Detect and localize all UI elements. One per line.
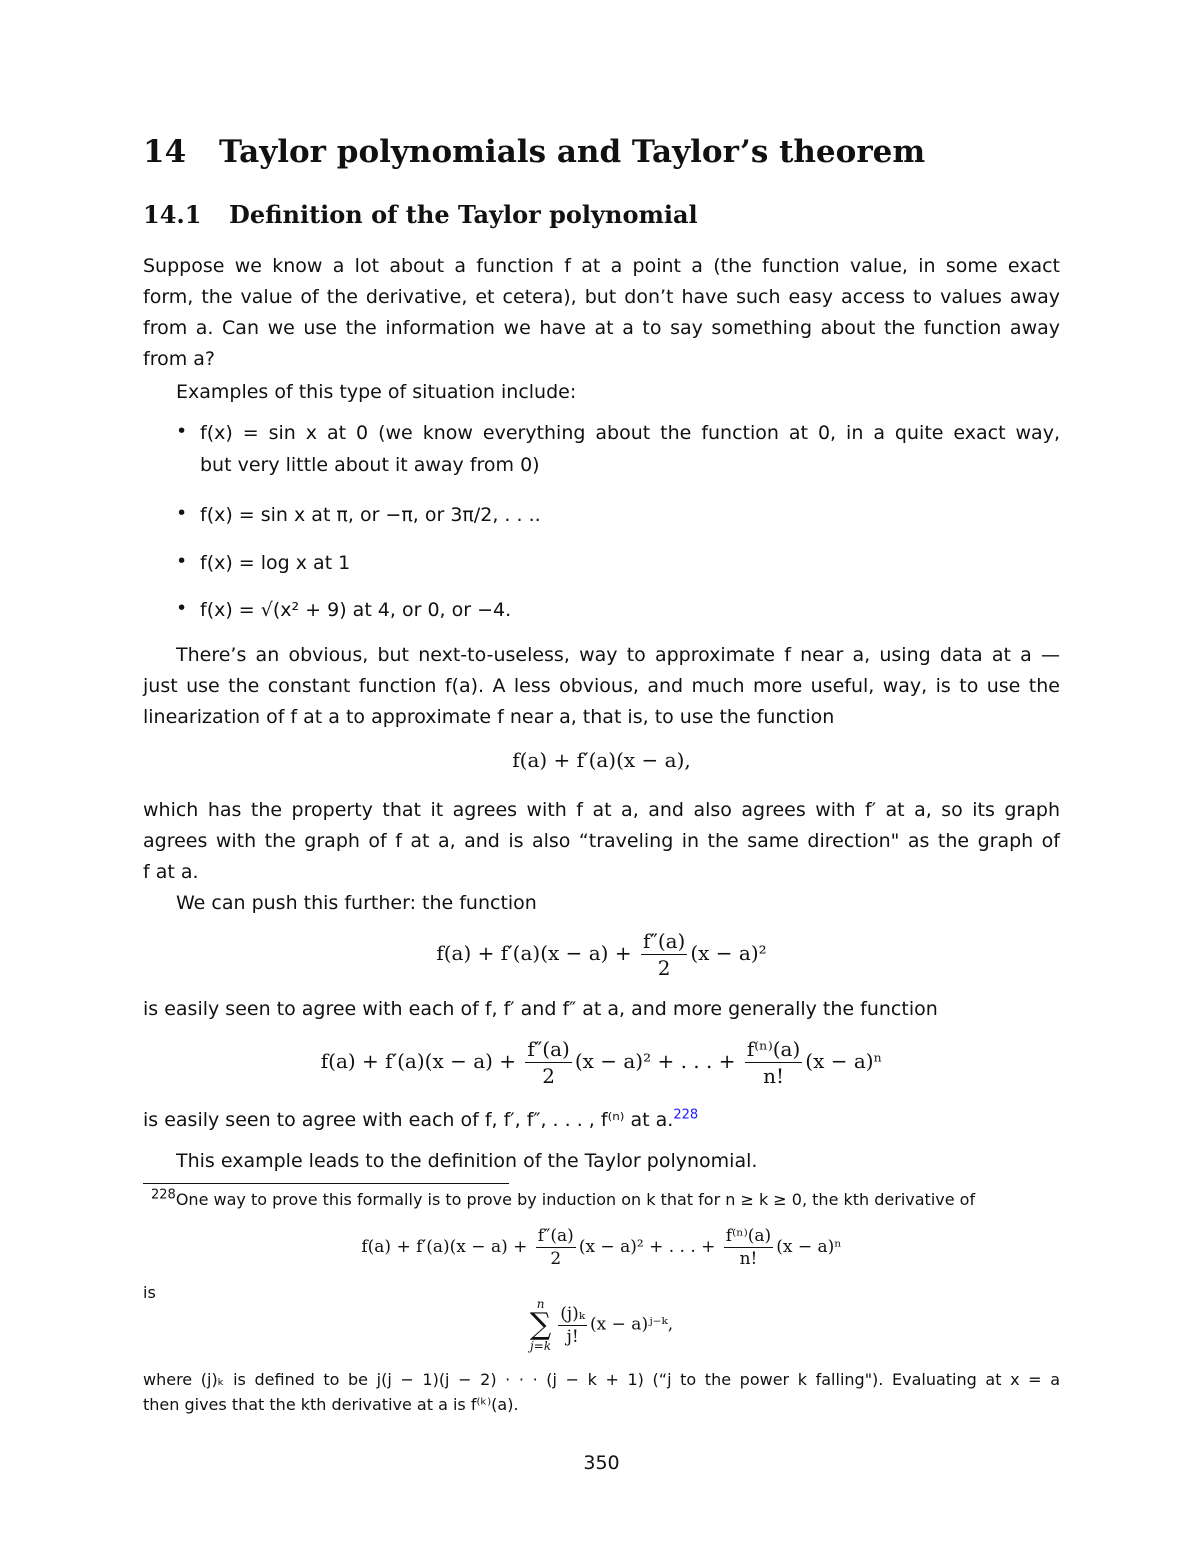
fn-sum-tail: (x − a)ʲ⁻ᵏ,: [590, 1314, 674, 1335]
fraction-numerator: f″(a): [642, 929, 686, 953]
subsection-heading: [143, 200, 698, 229]
property-line-2: agrees with the graph of f at a, and is also “traveling in the same direction" as the graph of: [143, 830, 1060, 852]
footnote-line-1: [151, 1187, 975, 1213]
agree-general-text: is easily seen to agree with each of f, f′, f″, . . . , f⁽ⁿ⁾ at a.: [143, 1109, 674, 1131]
intro-line-3: from a. Can we use the information we have at a to say something about the function away: [143, 317, 1060, 339]
fn-eq-mid: (x − a)² + . . . +: [578, 1237, 716, 1257]
fraction: [745, 1036, 802, 1089]
equation-quadratic: [143, 928, 1060, 981]
eq-general-tail: (x − a)ⁿ: [805, 1049, 883, 1073]
section-number: 14: [143, 134, 187, 170]
agree-quadratic: is easily seen to agree with each of f, f′ and f″ at a, and more generally the function: [143, 998, 938, 1020]
footnote-line-3: then gives that the kth derivative at a is f⁽ᵏ⁾(a).: [143, 1395, 519, 1414]
fraction-denominator: n!: [763, 1064, 785, 1088]
fraction-numerator: f⁽ⁿ⁾(a): [746, 1037, 801, 1061]
fraction-denominator: 2: [550, 1249, 562, 1269]
footnote-sum: [143, 1297, 1060, 1353]
fraction-numerator: (j)ₖ: [560, 1303, 586, 1324]
fraction-denominator: 2: [657, 956, 671, 980]
linear-line-1: There’s an obvious, but next-to-useless, way to approximate f near a, using data at a —: [176, 644, 1060, 666]
equation-linearization: f(a) + f′(a)(x − a),: [512, 748, 691, 772]
document-page: [143, 0, 1060, 1553]
fraction-numerator: f″(a): [527, 1037, 570, 1061]
fraction: [536, 1225, 576, 1270]
bullet-dot: •: [176, 502, 188, 524]
linear-line-2: just use the constant function f(a). A less obvious, and much more useful, way, is to use the: [143, 675, 1060, 697]
intro-line-4: from a?: [143, 348, 215, 370]
leads-to: This example leads to the definition of the Taylor polynomial.: [176, 1150, 758, 1172]
bullet-1-line-1: f(x) = sin x at 0 (we know everything about the function at 0, in a quite exact way,: [200, 422, 1060, 444]
fraction-numerator: f″(a): [537, 1226, 574, 1246]
push-further: We can push this further: the function: [176, 892, 537, 914]
bullet-4: f(x) = √(x² + 9) at 4, or 0, or −4.: [200, 599, 512, 621]
eq-general-mid: (x − a)² + . . . +: [574, 1049, 736, 1073]
fraction-denominator: n!: [739, 1249, 758, 1269]
footnote-divider: [143, 1183, 509, 1184]
section-title: Taylor polynomials and Taylor’s theorem: [219, 134, 926, 170]
property-line-1: which has the property that it agrees with f at a, and also agrees with f′ at a, so its graph: [143, 799, 1060, 821]
fraction-denominator: j!: [566, 1326, 579, 1347]
bullet-3: f(x) = log x at 1: [200, 552, 351, 574]
page-number: 350: [583, 1452, 620, 1474]
bullet-2: f(x) = sin x at π, or −π, or 3π/2, . . ..: [200, 504, 541, 526]
eq-general-lead: f(a) + f′(a)(x − a) +: [320, 1049, 517, 1073]
fraction-denominator: 2: [542, 1064, 555, 1088]
intro-line-2: form, the value of the derivative, et cetera), but don’t have such easy access to values away: [143, 286, 1060, 308]
subsection-title: Definition of the Taylor polynomial: [229, 200, 698, 229]
footnote-text: One way to prove this formally is to prove by induction on k that for n ≥ k ≥ 0, the kth derivative of: [175, 1190, 976, 1209]
fraction-numerator: f⁽ⁿ⁾(a): [725, 1226, 772, 1246]
sum-upper-limit: n: [536, 1297, 545, 1311]
footnote-line-2: where (j)ₖ is defined to be j(j − 1)(j − 2) · · · (j − k + 1) (“j to the power k falling"). Evaluating at x = a: [143, 1370, 1060, 1389]
intro-line-1: Suppose we know a lot about a function f at a point a (the function value, in some exact: [143, 255, 1060, 277]
agree-general: [143, 1105, 698, 1136]
bullet-1-line-2: but very little about it away from 0): [200, 454, 540, 476]
footnote-reference-link[interactable]: 228: [673, 1107, 699, 1123]
footnote-number: 228: [151, 1187, 176, 1203]
sum-lower-limit: j=k: [530, 1339, 552, 1353]
footnote-equation: [143, 1225, 1060, 1270]
section-heading: [143, 134, 925, 170]
footnote-is: is: [143, 1283, 156, 1302]
fraction: [724, 1225, 773, 1270]
subsection-number: 14.1: [143, 200, 202, 229]
fraction: [525, 1036, 571, 1089]
examples-intro: Examples of this type of situation include:: [176, 381, 577, 403]
linear-line-3: linearization of f at a to approximate f near a, that is, to use the function: [143, 706, 835, 728]
fraction: [641, 928, 687, 981]
bullet-dot: •: [176, 550, 188, 572]
summation: [530, 1297, 551, 1353]
bullet-dot: •: [176, 597, 188, 619]
fraction: [558, 1303, 587, 1348]
eq-quadratic-lead: f(a) + f′(a)(x − a) +: [436, 941, 632, 965]
fn-eq-tail: (x − a)ⁿ: [776, 1237, 842, 1257]
eq-quadratic-tail: (x − a)²: [690, 941, 767, 965]
bullet-dot: •: [176, 420, 188, 442]
property-line-3: f at a.: [143, 861, 199, 883]
sigma-symbol: ∑: [529, 1307, 552, 1342]
fn-eq-lead: f(a) + f′(a)(x − a) +: [361, 1237, 528, 1257]
equation-general: [143, 1036, 1060, 1089]
